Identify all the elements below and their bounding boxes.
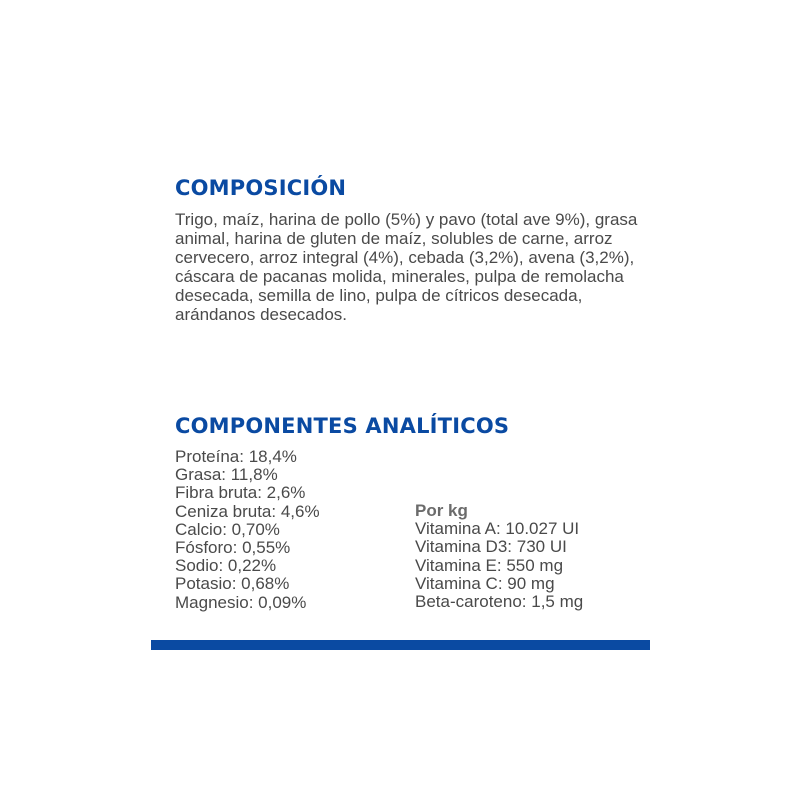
component-potassium: Potasio: 0,68% bbox=[175, 574, 290, 594]
component-phosphorus: Fósforo: 0,55% bbox=[175, 537, 291, 557]
vitamin-e: Vitamina E: 550 mg bbox=[415, 555, 564, 575]
component-crude-ash: Ceniza bruta: 4,6% bbox=[175, 501, 320, 521]
component-crude-fiber: Fibra bruta: 2,6% bbox=[175, 483, 306, 503]
analytical-components-list bbox=[175, 448, 405, 612]
vitamin-d3: Vitamina D3: 730 UI bbox=[415, 537, 567, 557]
component-protein: Proteína: 18,4% bbox=[175, 447, 297, 466]
component-magnesium: Magnesio: 0,09% bbox=[175, 592, 307, 612]
component-calcium: Calcio: 0,70% bbox=[175, 519, 280, 539]
vitamin-c: Vitamina C: 90 mg bbox=[415, 573, 555, 593]
component-sodium: Sodio: 0,22% bbox=[175, 556, 277, 576]
component-fat: Grasa: 11,8% bbox=[175, 465, 278, 485]
vitamins-per-kg-list bbox=[415, 502, 645, 611]
composition-text: Trigo, maíz, harina de pollo (5%) y pavo (total ave 9%), grasa animal, harina de gluten de maíz, solubles de carne, arroz cervecero, arroz integral (4%), cebada (3,2%), avena (3,2%), cáscara de pacanas molida, minerales, pulpa de remolacha desecada, semilla de lino, pulpa de cítricos desecada, arándanos desecados. bbox=[175, 210, 638, 324]
composition-heading: COMPOSICIÓN bbox=[175, 176, 347, 200]
vitamin-a: Vitamina A: 10.027 UI bbox=[415, 519, 580, 539]
per-kg-label: Por kg bbox=[415, 501, 468, 520]
bottom-divider-bar bbox=[151, 640, 650, 650]
analytical-components-heading: COMPONENTES ANALÍTICOS bbox=[175, 414, 510, 438]
beta-carotene: Beta-caroteno: 1,5 mg bbox=[415, 591, 584, 611]
